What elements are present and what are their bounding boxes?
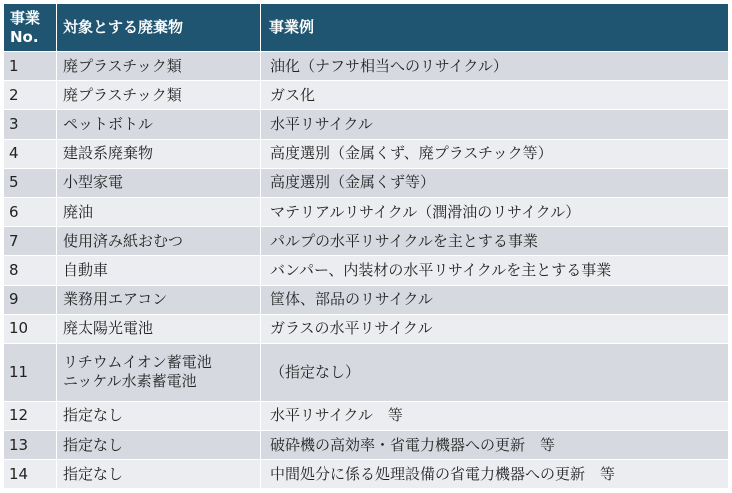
row-no: 3 [4, 110, 57, 139]
row-example: 油化（ナフサ相当へのリサイクル） [261, 52, 729, 81]
header-business-no-line2: No. [10, 27, 39, 46]
row-example: ガラスの水平リサイクル [261, 314, 729, 343]
row-waste: 建設系廃棄物 [57, 139, 261, 168]
row-example: マテリアルリサイクル（潤滑油のリサイクル） [261, 197, 729, 226]
table-row [4, 256, 729, 285]
row-example: ガス化 [261, 81, 729, 110]
table-row [4, 81, 729, 110]
header-target-waste: 対象とする廃棄物 [57, 4, 261, 52]
row-no: 7 [4, 227, 57, 256]
business-table [3, 3, 729, 489]
row-example: 高度選別（金属くず等） [261, 168, 729, 197]
row-no: 6 [4, 197, 57, 226]
header-row [4, 4, 729, 52]
row-waste: 自動車 [57, 256, 261, 285]
row-waste: 廃油 [57, 197, 261, 226]
row-waste: 使用済み紙おむつ [57, 227, 261, 256]
row-waste: 業務用エアコン [57, 285, 261, 314]
row-no: 12 [4, 401, 57, 430]
row-no: 8 [4, 256, 57, 285]
row-no: 11 [4, 343, 57, 401]
row-no: 4 [4, 139, 57, 168]
row-example: 高度選別（金属くず、廃プラスチック等） [261, 139, 729, 168]
header-business-example: 事業例 [261, 4, 729, 52]
table-row [4, 197, 729, 226]
table-row [4, 285, 729, 314]
row-example: 水平リサイクル 等 [261, 401, 729, 430]
row-waste-line1: リチウムイオン蓄電池 [63, 353, 212, 372]
row-no: 13 [4, 431, 57, 460]
row-example: 筐体、部品のリサイクル [261, 285, 729, 314]
row-waste [57, 343, 261, 401]
table-row [4, 139, 729, 168]
row-waste: 小型家電 [57, 168, 261, 197]
row-example: パルプの水平リサイクルを主とする事業 [261, 227, 729, 256]
table-row [4, 401, 729, 430]
table-row [4, 227, 729, 256]
row-no: 2 [4, 81, 57, 110]
row-waste: 廃太陽光電池 [57, 314, 261, 343]
row-no: 14 [4, 460, 57, 489]
row-no: 10 [4, 314, 57, 343]
table-row [4, 343, 729, 401]
row-waste: 指定なし [57, 401, 261, 430]
row-no: 5 [4, 168, 57, 197]
header-business-no-line1: 事業 [10, 8, 41, 27]
table-row [4, 52, 729, 81]
row-example: 中間処分に係る処理設備の省電力機器への更新 等 [261, 460, 729, 489]
table-row [4, 110, 729, 139]
row-example: 破砕機の高効率・省電力機器への更新 等 [261, 431, 729, 460]
table-row [4, 314, 729, 343]
table-row [4, 460, 729, 489]
table-row [4, 168, 729, 197]
row-waste: 指定なし [57, 431, 261, 460]
row-example: （指定なし） [261, 343, 729, 401]
row-waste: 廃プラスチック類 [57, 81, 261, 110]
row-example: バンパー、内装材の水平リサイクルを主とする事業 [261, 256, 729, 285]
row-waste: 指定なし [57, 460, 261, 489]
row-waste: ペットボトル [57, 110, 261, 139]
row-waste: 廃プラスチック類 [57, 52, 261, 81]
row-waste-line2: ニッケル水素蓄電池 [63, 372, 197, 391]
row-no: 9 [4, 285, 57, 314]
header-business-no [4, 4, 57, 52]
row-no: 1 [4, 52, 57, 81]
row-example: 水平リサイクル [261, 110, 729, 139]
table-row [4, 431, 729, 460]
